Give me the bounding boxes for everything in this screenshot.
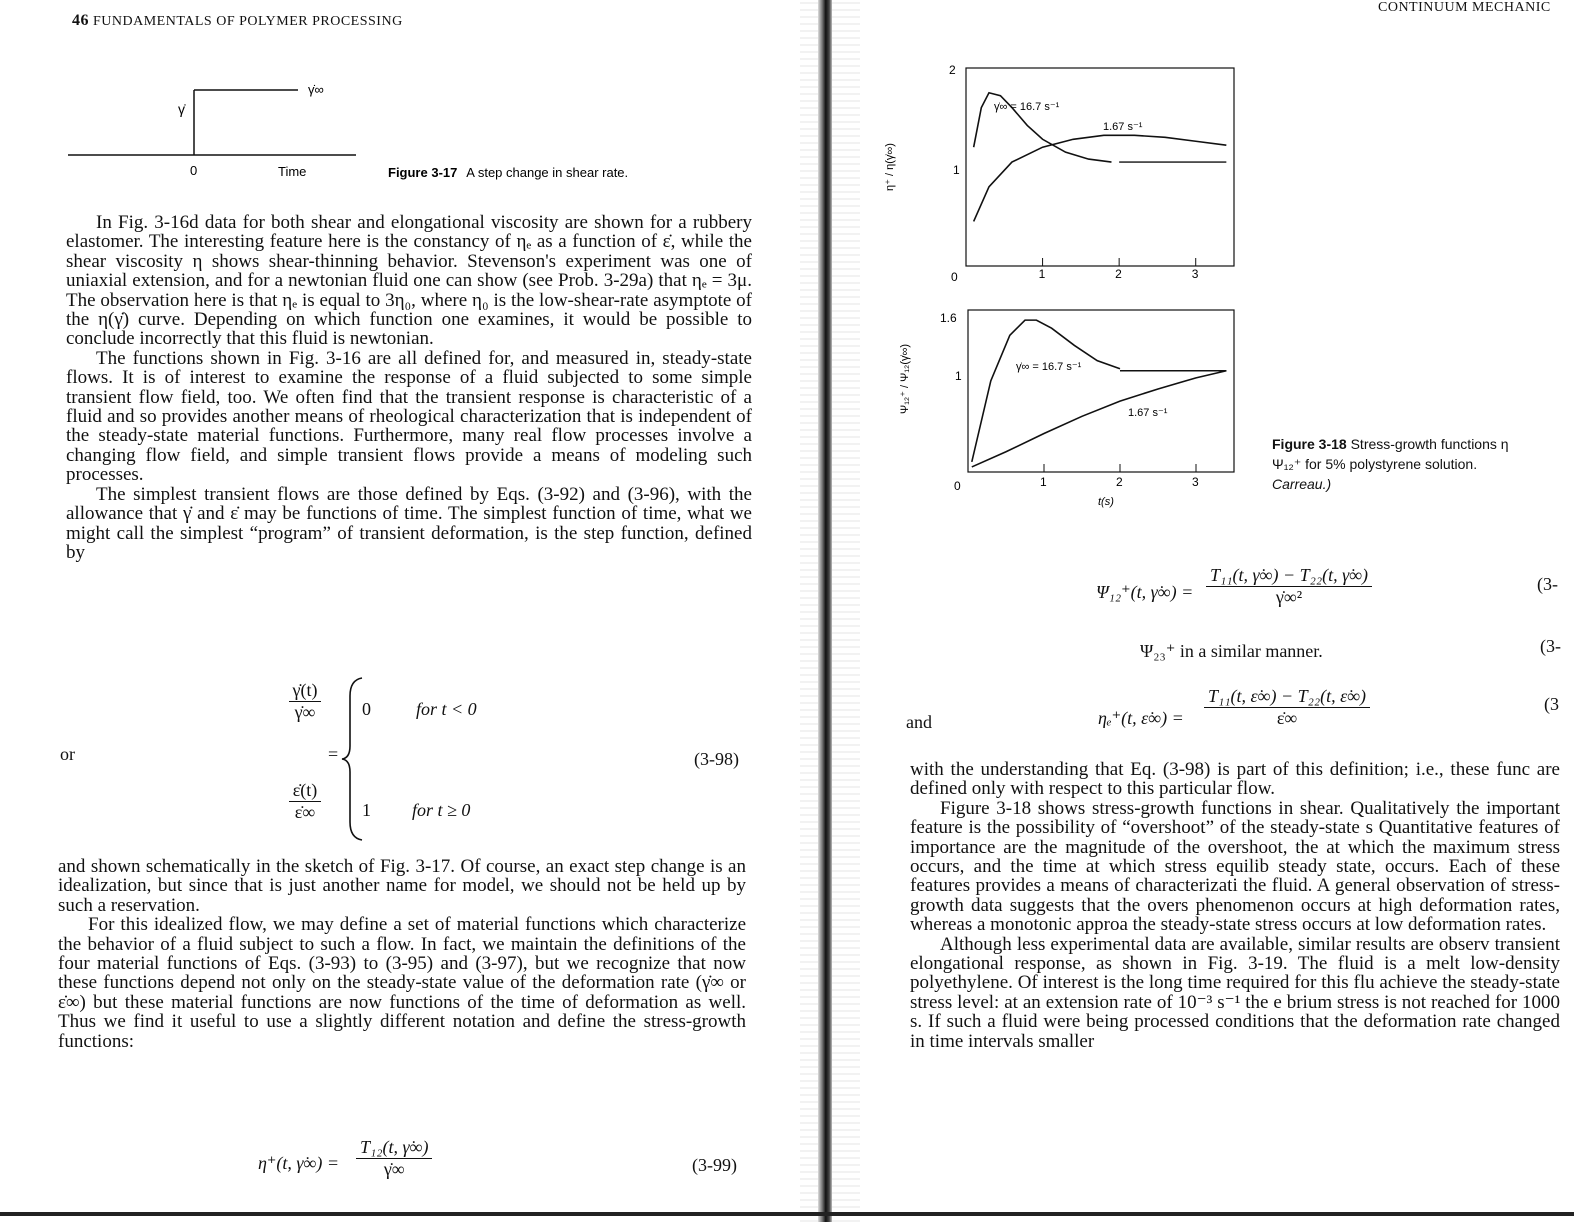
chart1-series-label-1.67: 1.67 s⁻¹ [1103,121,1143,133]
left-running-head [72,12,403,30]
eq-3-98-number: (3-98) [694,749,739,769]
chart1-ylabel: η⁺ / η(γ̇∞) [884,143,896,191]
x-tick-label: 2 [1116,475,1123,489]
eq-etae-fraction: $\frac{\text{T₁₁(t, ε̇∞) − T₂₂(t, ε̇∞)}}{\varepsiloṅ\infty}$ [1204,686,1370,729]
chart2-frame [968,310,1234,472]
series-line-low-rate [972,371,1227,467]
right-running-head: CONTINUUM MECHANIC [1378,0,1551,15]
chart2-ytick-0: 0 [954,479,961,493]
x-tick-label: 1 [1038,267,1046,281]
step-y-label: γ̇ [178,101,185,117]
chart1-ytick-2: 2 [949,63,956,77]
step-level-label: γ̇∞ [308,82,324,97]
chart2-xlabel: t(s) [1098,496,1114,508]
paragraph: and shown schematically in the sketch of Fig. 3-17. Of course, an exact step change is an idealization, but since that is just another name for model, we should not be held up by such a reservation. [58,856,746,916]
chart2-ytick-1: 1 [955,369,962,383]
book-title: FUNDAMENTALS OF POLYMER PROCESSING [93,14,403,29]
chart1-ytick-1: 1 [953,163,960,177]
chart1-series-label-16.7: γ̇∞ = 16.7 s⁻¹ [994,101,1060,113]
eq-3-99-number: (3-99) [692,1155,737,1175]
x-tick-label: 3 [1192,475,1199,489]
series-line-low-rate [974,135,1227,221]
figure-3-18-caption: Figure 3-18 Stress-growth functions η Ψ₁₂⁺ for 5% polystyrene solution. Carreau.) [1272,436,1509,492]
book-spine [818,0,832,1222]
paragraph: The simplest transient flows are those defined by Eqs. (3-92) and (3-96), with the allowance that γ̇ and ε̇ may be functions of time. The simplest function of time, what we might call the simplest “program” of transient deformation, is the step function, defined by [66,483,752,563]
eq-3-98-case-1-condition: for t < 0 [416,699,477,719]
eq-3-98-or: or [60,744,75,764]
eq-psi12-lhs: Ψ₁₂⁺(t, γ̇∞) = [1096,582,1194,602]
eq-psi23-text: Ψ₂₃⁺ in a similar manner. [1140,641,1323,661]
eq-3-98-case-2-condition: for t ≥ 0 [412,800,471,820]
chart1-ytick-0: 0 [951,270,958,284]
figure-3-17 [60,40,700,185]
figure-3-18-bottom-chart [890,304,1250,514]
paragraph: Although less experimental data are available, similar results are observ transient elongational response, as shown in Fig. 3-19. The fluid is a melt low-density polyethylene. Of interest is the long time required for this flu achieve the steady-state stress level: at an extension rate of 10⁻³ s⁻¹ the e brium stress is not reached for 1000 s. If such a fluid were being processed conditions that the deformation rate changed in time intervals smaller [910,933,1560,1052]
eq-psi12-number: (3- [1537,574,1558,594]
series-line-high-rate [972,320,1120,462]
eq-3-99-lhs: η⁺(t, γ̇∞) = [258,1153,339,1173]
paragraph: Figure 3-18 shows stress-growth functions in shear. Qualitatively the important feature is the possibility of “overshoot” of the steady-state s Quantitative features of importance are the magnitude of the overshoot, the at which the maximum stress occurs, and the time at which stress equilib steady state, occurs. Each of these features provides a means of characterizati the fluid. A general observation of stress-growth data suggests that the overs phenomenon occurs at high deformation rates, whereas a monotonic approa the steady-state stress occurs at low deformation rates. [910,797,1560,936]
eq-etae-lhs: ηₑ⁺(t, ε̇∞) = [1098,708,1184,728]
figure-3-17-caption: Figure 3-17 A step change in shear rate. [388,165,629,180]
paragraph: In Fig. 3-16d data for both shear and elongational viscosity are shown for a rubbery elastomer. The interesting feature here is the constancy of ηₑ as a function of ε̇, while the shear viscosity η shows shear-thinning behavior. Stevenson's experiment was one of uniaxial extension, and for a newtonian fluid one can show (see Prob. 3-29a) that ηₑ = 3μ. The observation here is that ηₑ is equal to 3η₀, where η₀ is the low-shear-rate asymptote of the η(γ̇) curve. Depending on which function one examines, it would be possible to conclude incorrectly that this fluid is newtonian. [66,212,752,350]
figure-3-18-top-chart [884,56,1250,286]
left-text-block-1 [66,213,752,562]
chart1-frame [966,68,1234,266]
paragraph: with the understanding that Eq. (3-98) is part of this definition; i.e., these func are defined only with respect to this particular flow. [910,759,1560,800]
eq-3-99-fraction: $\frac{\text{T₁₂(t, γ̇∞)}}{\gammȧ\infty}$ [356,1137,432,1180]
x-tick-label: 2 [1115,267,1122,281]
step-time-label: Time [278,164,307,179]
step-origin-label: 0 [190,163,198,178]
eq-3-98-case-1-value: 0 [362,699,371,719]
chart2-ytick-16: 1.6 [940,311,957,325]
right-text-block [910,760,1560,1200]
page-number: 46 [72,12,89,29]
paragraph: The functions shown in Fig. 3-16 are all defined for, and measured in, steady-state flows. It is of interest to examine the response of a fluid subjected to some simple transient flow field, too. We often find that the transient response is characteristic of a fluid and so provides another means of rheological characterization that is independent of the steady-state material functions. Furthermore, many real flow processes involve a changing flow field, and simple transient flows provide a means of modeling such processes. [66,347,752,486]
eq-3-98-case-2-value: 1 [362,800,371,820]
chart2-ylabel: Ψ₁₂⁺ / Ψ₁₂(γ̇∞) [899,344,911,414]
chart2-series-label-16.7: γ̇∞ = 16.7 s⁻¹ [1016,361,1082,373]
chart2-series-label-1.67: 1.67 s⁻¹ [1128,407,1168,419]
eq-3-98-fraction-2: $\frac{\varepsiloṅ(t)}{\varepsiloṅ\infty}$ [280,780,330,823]
eq-3-98-fraction-1: $\frac{\gammȧ(t)}{\gammȧ\infty}$ [280,680,330,723]
x-tick-label: 1 [1040,475,1047,489]
eq-psi12-fraction: $\frac{\text{T₁₁(t, γ̇∞) − T₂₂(t, γ̇∞)}}{\text{γ̇∞²}}$ [1206,565,1372,608]
bottom-edge [0,1212,1574,1216]
eq-psi23-number: (3- [1540,636,1561,656]
x-tick-label: 3 [1191,267,1199,281]
eq-3-98-equals: = [328,744,339,764]
left-text-block-2 [58,857,746,1051]
eq-etae-number: (3 [1544,694,1559,714]
eq-etae-and: and [906,712,932,732]
paragraph: For this idealized flow, we may define a set of material functions which characterize the behavior of a fluid subject to such a flow. In fact, we maintain the definitions of the four material functions of Eqs. (3-93) to (3-95) and (3-97), but we recognize that now these functions depend not only on the steady-state value of the deformation rate (γ̇∞ or ε̇∞) but these material functions are now functions of the time of deformation as well. Thus we find it useful to use a slightly different notation and define the stress-growth functions: [58,914,746,1052]
